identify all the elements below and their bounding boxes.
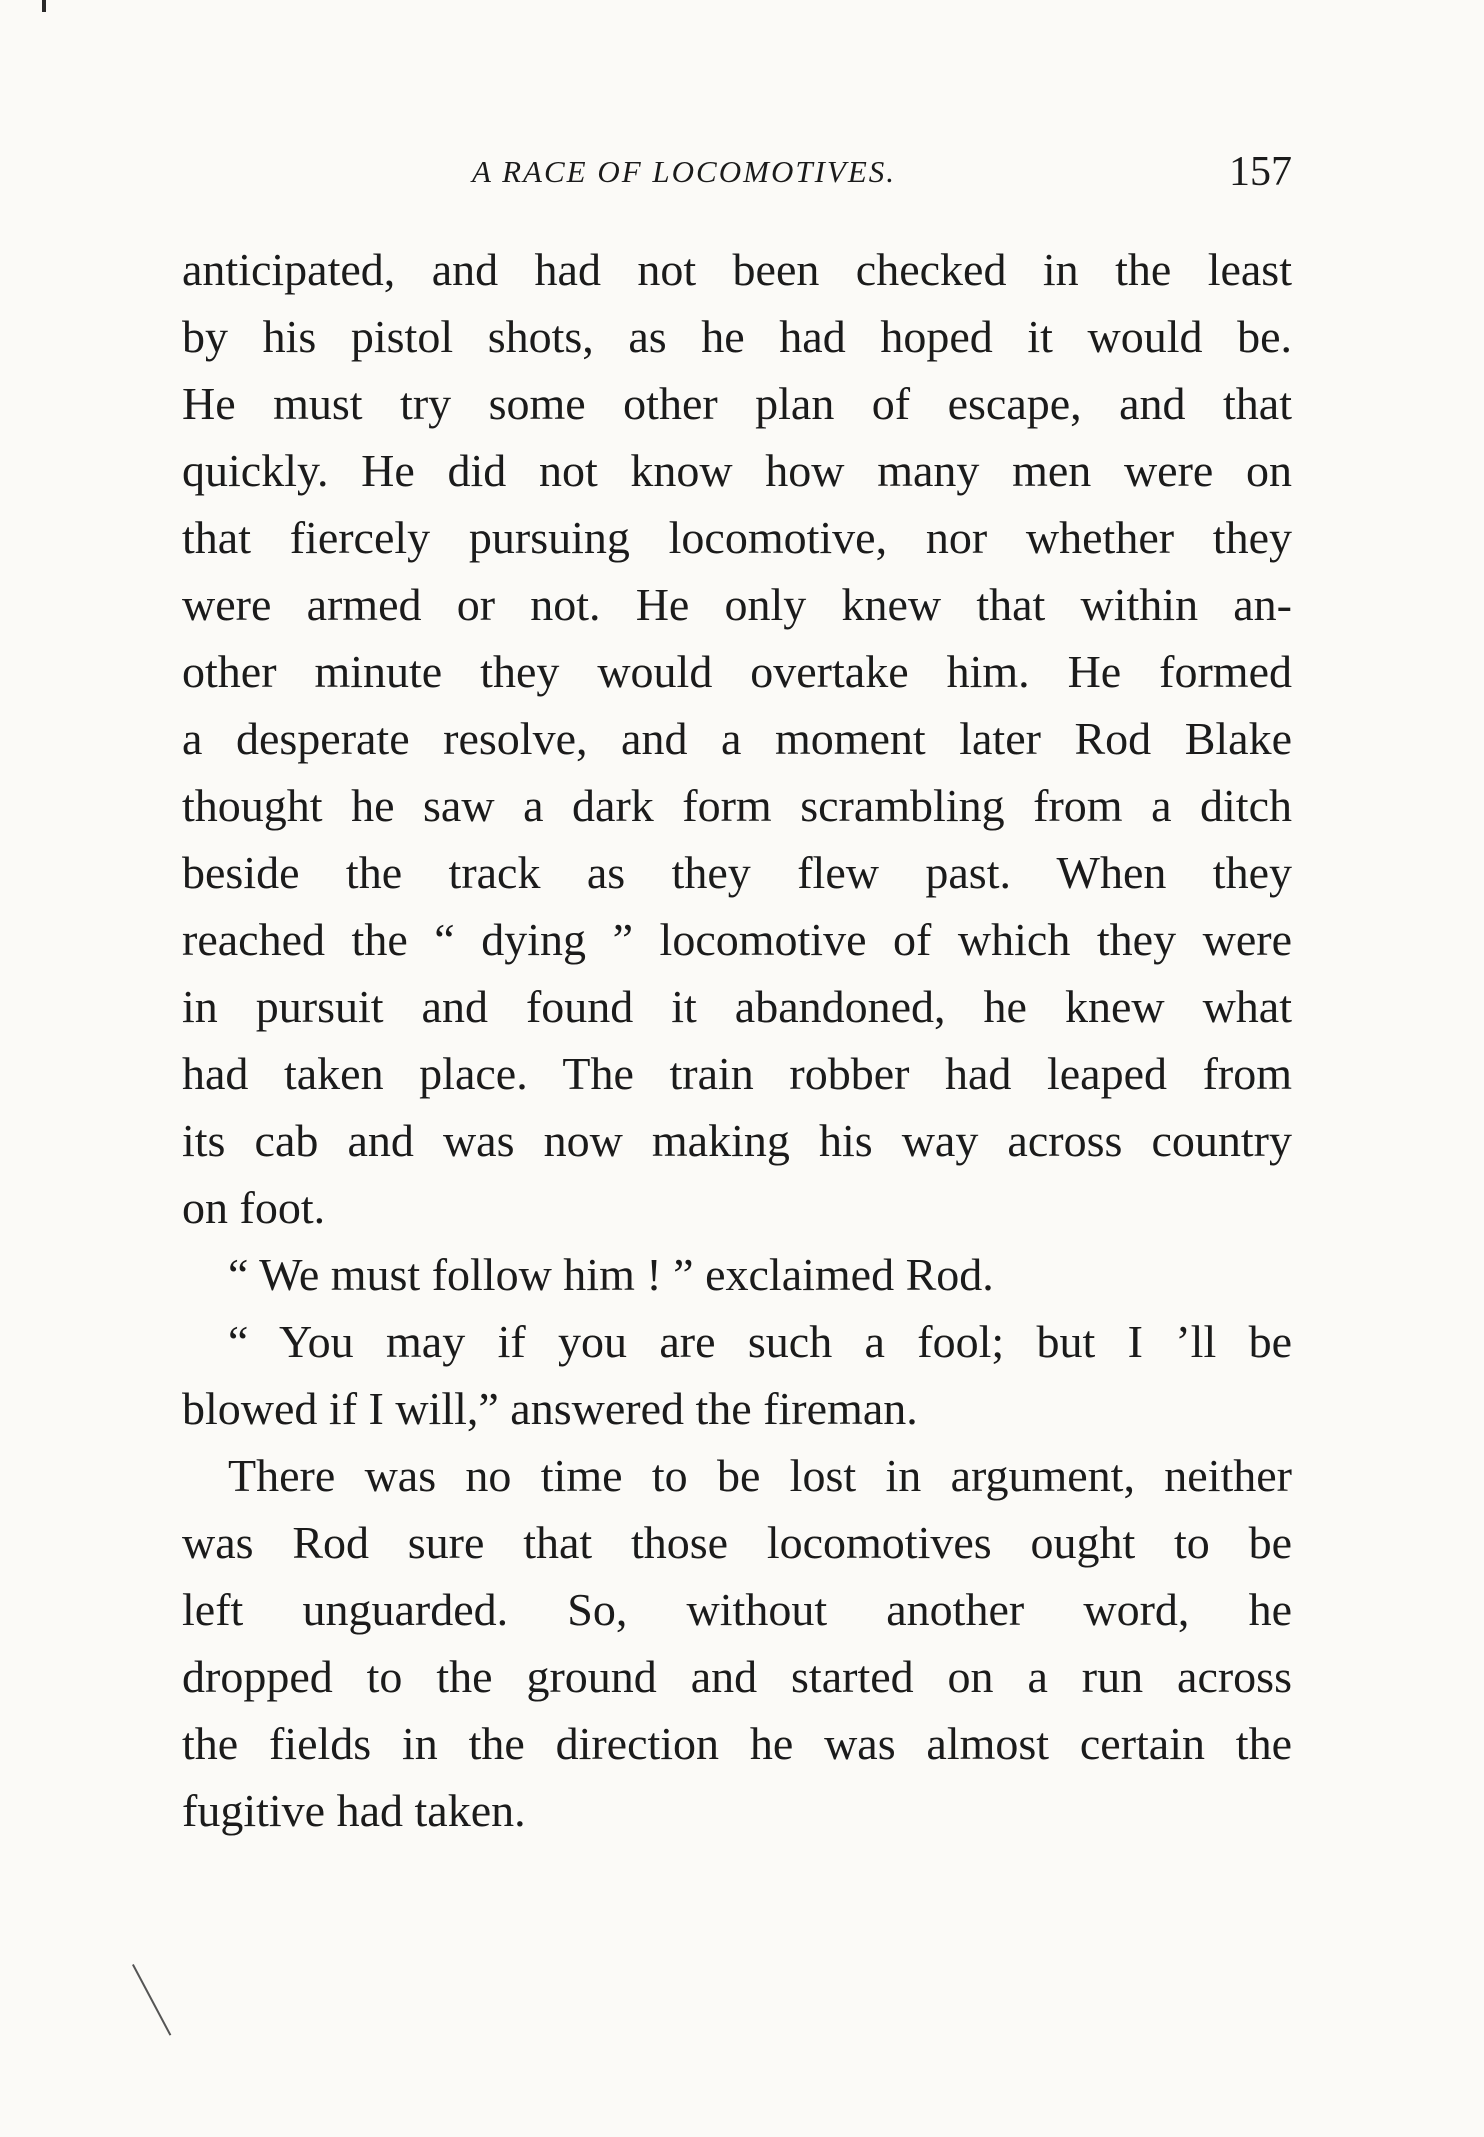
scan-mark <box>42 0 46 12</box>
text-line: beside the track as they flew past. When they <box>182 847 1292 898</box>
text-line: on foot. <box>182 1182 326 1233</box>
body-text <box>182 236 1292 1844</box>
running-title: A RACE OF LOCOMOTIVES. <box>472 154 897 189</box>
text-line: a desperate resolve, and a moment later Rod Blake <box>182 713 1292 764</box>
text-line: thought he saw a dark form scrambling from a ditch <box>182 780 1292 831</box>
text-line: its cab and was now making his way across country <box>182 1115 1292 1166</box>
text-line: other minute they would overtake him. He formed <box>182 646 1292 697</box>
text-line: reached the “ dying ” locomotive of which they were <box>182 914 1292 965</box>
text-line: He must try some other plan of escape, and that <box>182 378 1292 429</box>
text-line: dropped to the ground and started on a run across <box>182 1651 1292 1702</box>
text-line: “ We must follow him ! ” exclaimed Rod. <box>228 1249 994 1300</box>
text-line: was Rod sure that those locomotives ought to be <box>182 1517 1292 1568</box>
text-line: fugitive had taken. <box>182 1785 526 1836</box>
page-number: 157 <box>1229 149 1292 195</box>
text-line: in pursuit and found it abandoned, he knew what <box>182 981 1292 1032</box>
text-line: had taken place. The train robber had leaped from <box>182 1048 1292 1099</box>
text-line: that fiercely pursuing locomotive, nor whether they <box>182 512 1292 563</box>
text-line: left unguarded. So, without another word, he <box>182 1584 1292 1635</box>
page-header <box>182 148 1292 198</box>
text-line: by his pistol shots, as he had hoped it would be. <box>182 311 1292 362</box>
text-line: anticipated, and had not been checked in the least <box>182 244 1292 295</box>
text-line: quickly. He did not know how many men were on <box>182 445 1292 496</box>
text-line: There was no time to be lost in argument, neither <box>228 1450 1292 1501</box>
scan-mark <box>132 1964 171 2036</box>
text-line: “ You may if you are such a fool; but I ’ll be <box>228 1316 1292 1367</box>
text-line: were armed or not. He only knew that within an- <box>182 579 1292 630</box>
text-line: the fields in the direction he was almost certain the <box>182 1718 1292 1769</box>
text-line: blowed if I will,” answered the fireman. <box>182 1383 918 1434</box>
